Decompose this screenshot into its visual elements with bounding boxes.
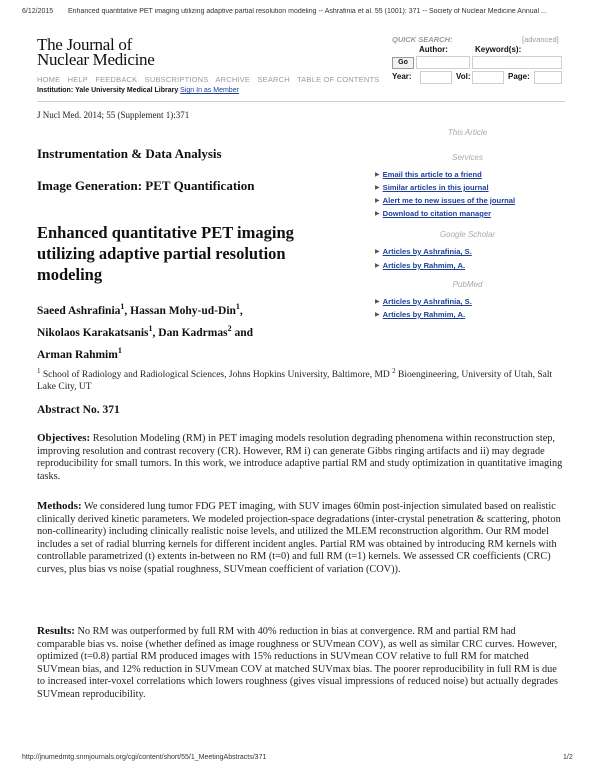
nav-subscriptions[interactable]: SUBSCRIPTIONS: [144, 75, 209, 84]
print-title: Enhanced quantitative PET imaging utilizing adaptive partial resolution modeling -- Ashrafinia et al. 55 (1001): 371 -- Society of Nuclear Medicine Annual ...: [68, 8, 547, 15]
article-title: Enhanced quantitative PET imaging utilizing adaptive partial resolution modeling: [37, 223, 294, 284]
section-subcategory: Image Generation: PET Quantification: [37, 178, 255, 193]
triangle-right-icon: ▶: [375, 172, 380, 178]
objectives-paragraph: Objectives: Resolution Modeling (RM) in PET imaging models resolution degrading phenomena within reconstruction step, improving resolution and contrast recovery (CR). However, RM i) can generate Gibbs ringing artifacts and ii) may degrade reproducibility for small tumors. In this work, we introduce adaptive partial RM and study optimization in quantitative imaging tasks.: [37, 432, 563, 482]
author-name[interactable]: Saeed Ashrafinia: [37, 304, 121, 317]
print-date: 6/12/2015: [22, 8, 54, 15]
nav-search[interactable]: SEARCH: [257, 75, 290, 84]
author-sup: 2: [227, 323, 232, 333]
nav-archive[interactable]: ARCHIVE: [215, 75, 251, 84]
footer-url: http://jnumedmtg.snmjournals.org/cgi/content/short/55/1_MeetingAbstracts/371: [22, 754, 267, 761]
section-category: Instrumentation & Data Analysis: [37, 146, 222, 161]
author-sup: 1: [235, 302, 240, 311]
author-sup: 1: [120, 302, 125, 311]
author-name[interactable]: Dan Kadrmas: [158, 326, 228, 339]
author-name[interactable]: Hassan Mohy-ud-Din: [130, 304, 236, 317]
author-label: Author:: [419, 45, 448, 54]
citation: J Nucl Med. 2014; 55 (Supplement 1):371: [37, 110, 190, 120]
institution-label: Institution:: [37, 87, 74, 94]
triangle-right-icon: ▶: [375, 312, 380, 318]
quick-search-title: QUICK SEARCH:: [392, 35, 453, 44]
objectives-label: Objectives:: [37, 432, 91, 444]
journal-logo[interactable]: [37, 37, 154, 67]
header-divider: [37, 101, 565, 102]
sidebar-services-head: Services: [452, 153, 483, 162]
page-input[interactable]: [534, 71, 562, 84]
journal-logo-line2: Nuclear Medicine: [37, 50, 155, 69]
author-sup: 1: [117, 345, 122, 355]
nav-table-of-contents[interactable]: TABLE OF CONTENTS: [297, 75, 380, 84]
affiliations: $^1$ School of Radiology and Radiological Sciences, Johns Hopkins University, Baltimore, MD $^2$ Bioengineering, University of Utah, Salt Lake City, UT: [37, 367, 553, 393]
author-input[interactable]: [416, 56, 470, 69]
top-nav: [37, 75, 385, 84]
author-list: Saeed Ashrafinia$^1$, Hassan Mohy-ud-Din$^1$, Nikolaos Karakatsanis$^1$, Dan Kadrmas$^2$ and Arman Rahmim$^1$: [37, 302, 254, 361]
triangle-right-icon: ▶: [375, 249, 380, 255]
footer-page-number: 1/2: [563, 754, 573, 761]
nav-help[interactable]: HELP: [67, 75, 89, 84]
author-name[interactable]: Nikolaos Karakatsanis: [37, 326, 149, 339]
keywords-input[interactable]: [472, 56, 562, 69]
scholar-rahmim-link[interactable]: ▶ Articles by Rahmim, A.: [375, 261, 466, 270]
results-paragraph: Results: No RM was outperformed by full RM with 40% reduction in bias at convergence. RM and partial RM had comparable bias vs. noise (whether defined as image roughness or SUVmean COV), as well as similar CRC curves. However, optimized (t=0.8) partial RM produced images with 15% reductions in SUVmean COV relative to full RM for matched SUVmean bias, and 12% reduction in SUVmean COV at matched SUVmax bias. The poorer reproducibility in full RM is due to increased inter-voxel correlations which lowers roughness (gives visual impressions of reduced noise) but actually degrades SUVmean reproducibility.: [37, 625, 559, 700]
alert-new-issues-link[interactable]: ▶ Alert me to new issues of the journal: [375, 196, 516, 205]
vol-input[interactable]: [472, 71, 504, 84]
methods-label: Methods:: [37, 500, 82, 512]
email-article-link[interactable]: ▶ Email this article to a friend: [375, 170, 482, 179]
pubmed-ashrafinia-link[interactable]: ▶ Articles by Ashrafinia, S.: [375, 297, 472, 306]
author-sup: 1: [148, 323, 153, 333]
results-label: Results:: [37, 625, 75, 637]
year-input[interactable]: [420, 71, 452, 84]
nav-home[interactable]: HOME: [37, 75, 61, 84]
year-label: Year:: [392, 72, 412, 81]
nav-feedback[interactable]: FEEDBACK: [95, 75, 138, 84]
triangle-right-icon: ▶: [375, 263, 380, 269]
download-citation-link[interactable]: ▶ Download to citation manager: [375, 209, 492, 218]
vol-label: Vol:: [456, 72, 471, 81]
pubmed-rahmim-link[interactable]: ▶ Articles by Rahmim, A.: [375, 310, 466, 319]
institution-name: Yale University Medical Library: [75, 87, 179, 94]
abstract-number: Abstract No. 371: [37, 404, 120, 416]
scholar-ashrafinia-link[interactable]: ▶ Articles by Ashrafinia, S.: [375, 247, 472, 256]
keywords-label: Keyword(s):: [475, 45, 522, 54]
go-button[interactable]: Go: [392, 57, 414, 69]
methods-paragraph: Methods: We considered lung tumor FDG PET imaging, with SUV images 60min post-injection simulated based on realistic clinically derived kinetic parameters. We modeled projection-space degradations (inter-crystal penetration & scattering, photon non-collinearity) including clinically realistic noise levels, and utilized the MLEM reconstruction algorithm. Our RM model includes a set of radial blurring kernels for different incident angles. Partial RM was obtained by introducing RM kernels with controllable parametrized (t) extents in-between no RM (t=0) and full RM (t=1) kernels. We assessed CR coefficients (CRC) curves, plus bias vs noise (spatial roughness, SUVmean coefficient of variation (COV)).: [37, 500, 561, 575]
triangle-right-icon: ▶: [375, 299, 380, 305]
similar-articles-link[interactable]: ▶ Similar articles in this journal: [375, 183, 489, 192]
sidebar-this-article: This Article: [447, 128, 488, 137]
triangle-right-icon: ▶: [375, 185, 380, 191]
sidebar-pubmed-head: PubMed: [452, 280, 483, 289]
advanced-search-link[interactable]: [advanced]: [522, 35, 559, 44]
sign-in-link[interactable]: Sign In as Member: [180, 87, 239, 94]
triangle-right-icon: ▶: [375, 211, 380, 217]
author-name[interactable]: Arman Rahmim: [37, 348, 118, 361]
institution-bar: [37, 87, 239, 94]
triangle-right-icon: ▶: [375, 198, 380, 204]
journal-logo-line1: The Journal of: [37, 35, 132, 54]
sidebar-scholar-head: Google Scholar: [439, 230, 496, 239]
page-label: Page:: [508, 72, 530, 81]
